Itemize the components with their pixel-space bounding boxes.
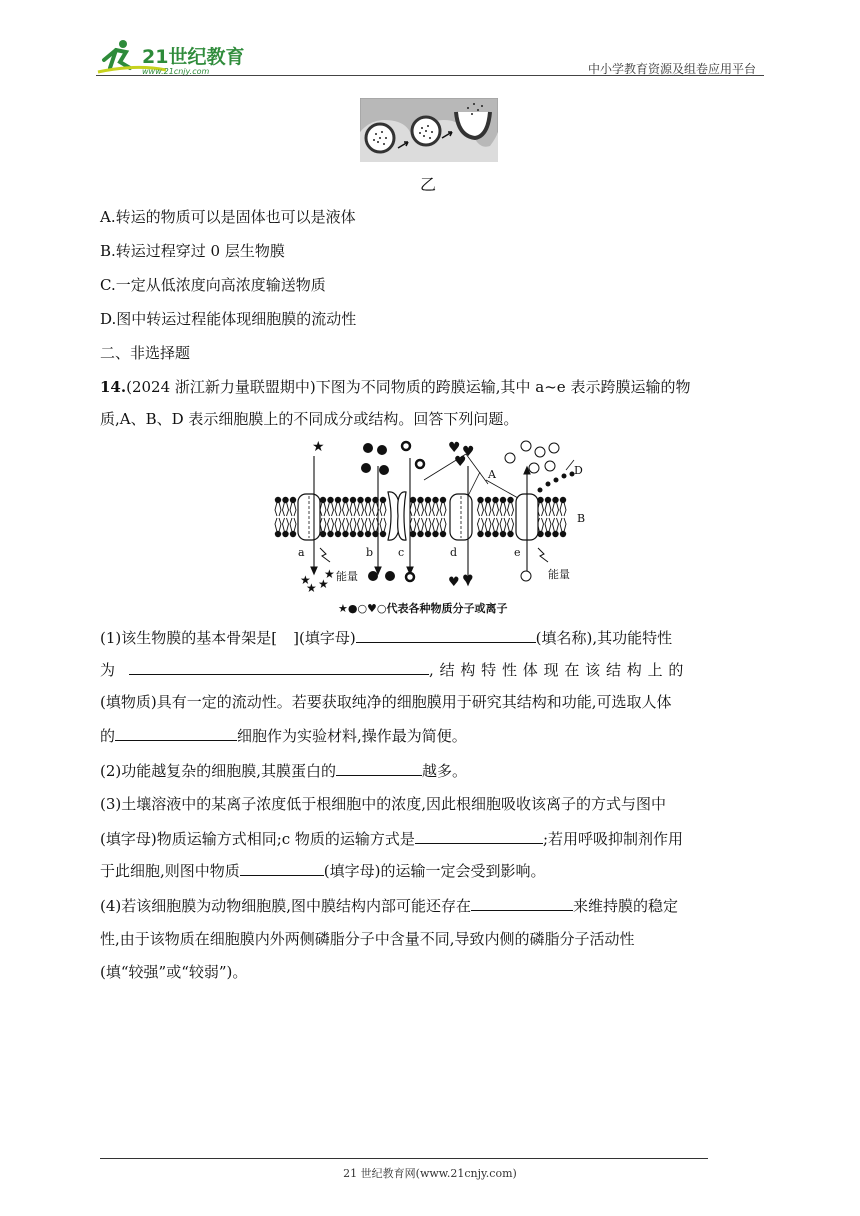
page-footer: 21 世纪教育网(www.21cnjy.com) bbox=[343, 1167, 517, 1180]
answer-blank[interactable] bbox=[240, 859, 324, 876]
q14-1-line2 bbox=[100, 658, 689, 681]
answer-blank[interactable] bbox=[129, 658, 429, 675]
svg-text:♥: ♥ bbox=[462, 444, 475, 460]
svg-text:♥: ♥ bbox=[448, 575, 460, 590]
q14-3-line3 bbox=[100, 859, 546, 882]
q14-1-text-a: (1)该生物膜的基本骨架是[ bbox=[100, 629, 278, 647]
answer-blank[interactable] bbox=[471, 894, 573, 911]
logo-url: www.21cnjy.com bbox=[142, 67, 210, 76]
option-a: A.转运的物质可以是固体也可以是液体 bbox=[100, 208, 356, 226]
figure-yi-exocytosis bbox=[360, 98, 498, 162]
page-header bbox=[96, 38, 764, 78]
q14-3-text-d: (填字母)的运输一定会受到影响。 bbox=[323, 862, 546, 880]
q14-stem-line1 bbox=[100, 376, 690, 398]
header-divider bbox=[96, 75, 764, 76]
q14-2-text-b: 越多。 bbox=[422, 762, 468, 780]
q14-number: 14. bbox=[100, 378, 127, 396]
site-logo bbox=[96, 38, 256, 78]
q14-2-line1 bbox=[100, 759, 467, 782]
svg-text:★: ★ bbox=[306, 581, 317, 595]
svg-text:♥: ♥ bbox=[448, 440, 461, 456]
energy-label-left: 能量 bbox=[336, 570, 358, 583]
q14-1-text-e: ,结构特性体现在该结构上的 bbox=[429, 661, 690, 679]
svg-text:★: ★ bbox=[318, 577, 329, 591]
section-title: 二、非选择题 bbox=[100, 344, 191, 362]
q14-3-text-c: 于此细胞,则图中物质 bbox=[100, 862, 240, 880]
answer-blank[interactable] bbox=[415, 827, 543, 844]
answer-blank[interactable] bbox=[115, 724, 237, 741]
membrane-transport-figure bbox=[270, 436, 600, 618]
label-D: D bbox=[574, 464, 583, 477]
platform-name: 中小学教育资源及组卷应用平台 bbox=[587, 62, 756, 76]
q14-1-line4 bbox=[100, 724, 467, 747]
q14-1-line1 bbox=[100, 626, 672, 649]
q14-3-line1: (3)土壤溶液中的某离子浓度低于根细胞中的浓度,因此根细胞吸收该离子的方式与图中 bbox=[100, 795, 667, 813]
q14-4-text-a: (4)若该细胞膜为动物细胞膜,图中膜结构内部可能还存在 bbox=[100, 897, 472, 915]
footer-divider bbox=[100, 1158, 708, 1159]
label-d: d bbox=[450, 546, 458, 559]
option-d: D.图中转运过程能体现细胞膜的流动性 bbox=[100, 310, 357, 328]
q14-1-text-c: (填名称),其功能特性 bbox=[535, 629, 673, 647]
q14-1-text-f: 的 bbox=[100, 727, 116, 745]
svg-text:♥: ♥ bbox=[462, 573, 474, 588]
q14-4-text-b: 来维持膜的稳定 bbox=[573, 897, 679, 915]
logo-text: 21世纪教育 bbox=[142, 46, 245, 68]
q14-1-text-b: ](填字母) bbox=[293, 629, 356, 647]
q14-4-line2: 性,由于该物质在细胞膜内外两侧磷脂分子中含量不同,导致内侧的磷脂分子活动性 bbox=[100, 930, 635, 948]
q14-stem-text1: (2024 浙江新力量联盟期中)下图为不同物质的跨膜运输,其中 a~e 表示跨膜运输的物 bbox=[126, 378, 691, 396]
svg-text:★: ★ bbox=[312, 439, 325, 455]
q14-4-line3: (填“较强”或“较弱”)。 bbox=[100, 963, 248, 981]
q14-stem-line2: 质,A、B、D 表示细胞膜上的不同成分或结构。回答下列问题。 bbox=[100, 410, 519, 428]
answer-blank[interactable] bbox=[356, 626, 536, 643]
q14-3-line2 bbox=[100, 827, 683, 850]
q14-1-line3: (填物质)具有一定的流动性。若要获取纯净的细胞膜用于研究其结构和功能,可选取人体 bbox=[100, 693, 672, 711]
label-c: c bbox=[398, 546, 405, 559]
q14-2-text-a: (2)功能越复杂的细胞膜,其膜蛋白的 bbox=[100, 762, 337, 780]
energy-label-right: 能量 bbox=[548, 568, 570, 581]
option-c: C.一定从低浓度向高浓度输送物质 bbox=[100, 276, 326, 294]
label-b: b bbox=[366, 546, 374, 559]
q14-1-text-d: 为 bbox=[100, 661, 116, 679]
svg-text:♥: ♥ bbox=[454, 454, 467, 470]
q14-3-text-b: ;若用呼吸抑制剂作用 bbox=[542, 830, 683, 848]
q14-3-text-a: (填字母)物质运输方式相同;c 物质的运输方式是 bbox=[100, 830, 415, 848]
label-a: a bbox=[298, 546, 305, 559]
option-b: B.转运过程穿过 0 层生物膜 bbox=[100, 242, 285, 260]
label-e: e bbox=[514, 546, 521, 559]
q14-1-text-g: 细胞作为实验材料,操作最为简便。 bbox=[237, 727, 467, 745]
svg-text:★: ★ bbox=[300, 573, 311, 587]
answer-blank[interactable] bbox=[336, 759, 422, 776]
figure-yi-caption: 乙 bbox=[420, 175, 437, 194]
label-A: A bbox=[488, 468, 496, 481]
q14-4-line1 bbox=[100, 894, 678, 917]
label-B: B bbox=[577, 512, 586, 525]
svg-text:★: ★ bbox=[324, 567, 335, 581]
figure-legend: ★●○♥○代表各种物质分子或离子 bbox=[338, 602, 508, 615]
